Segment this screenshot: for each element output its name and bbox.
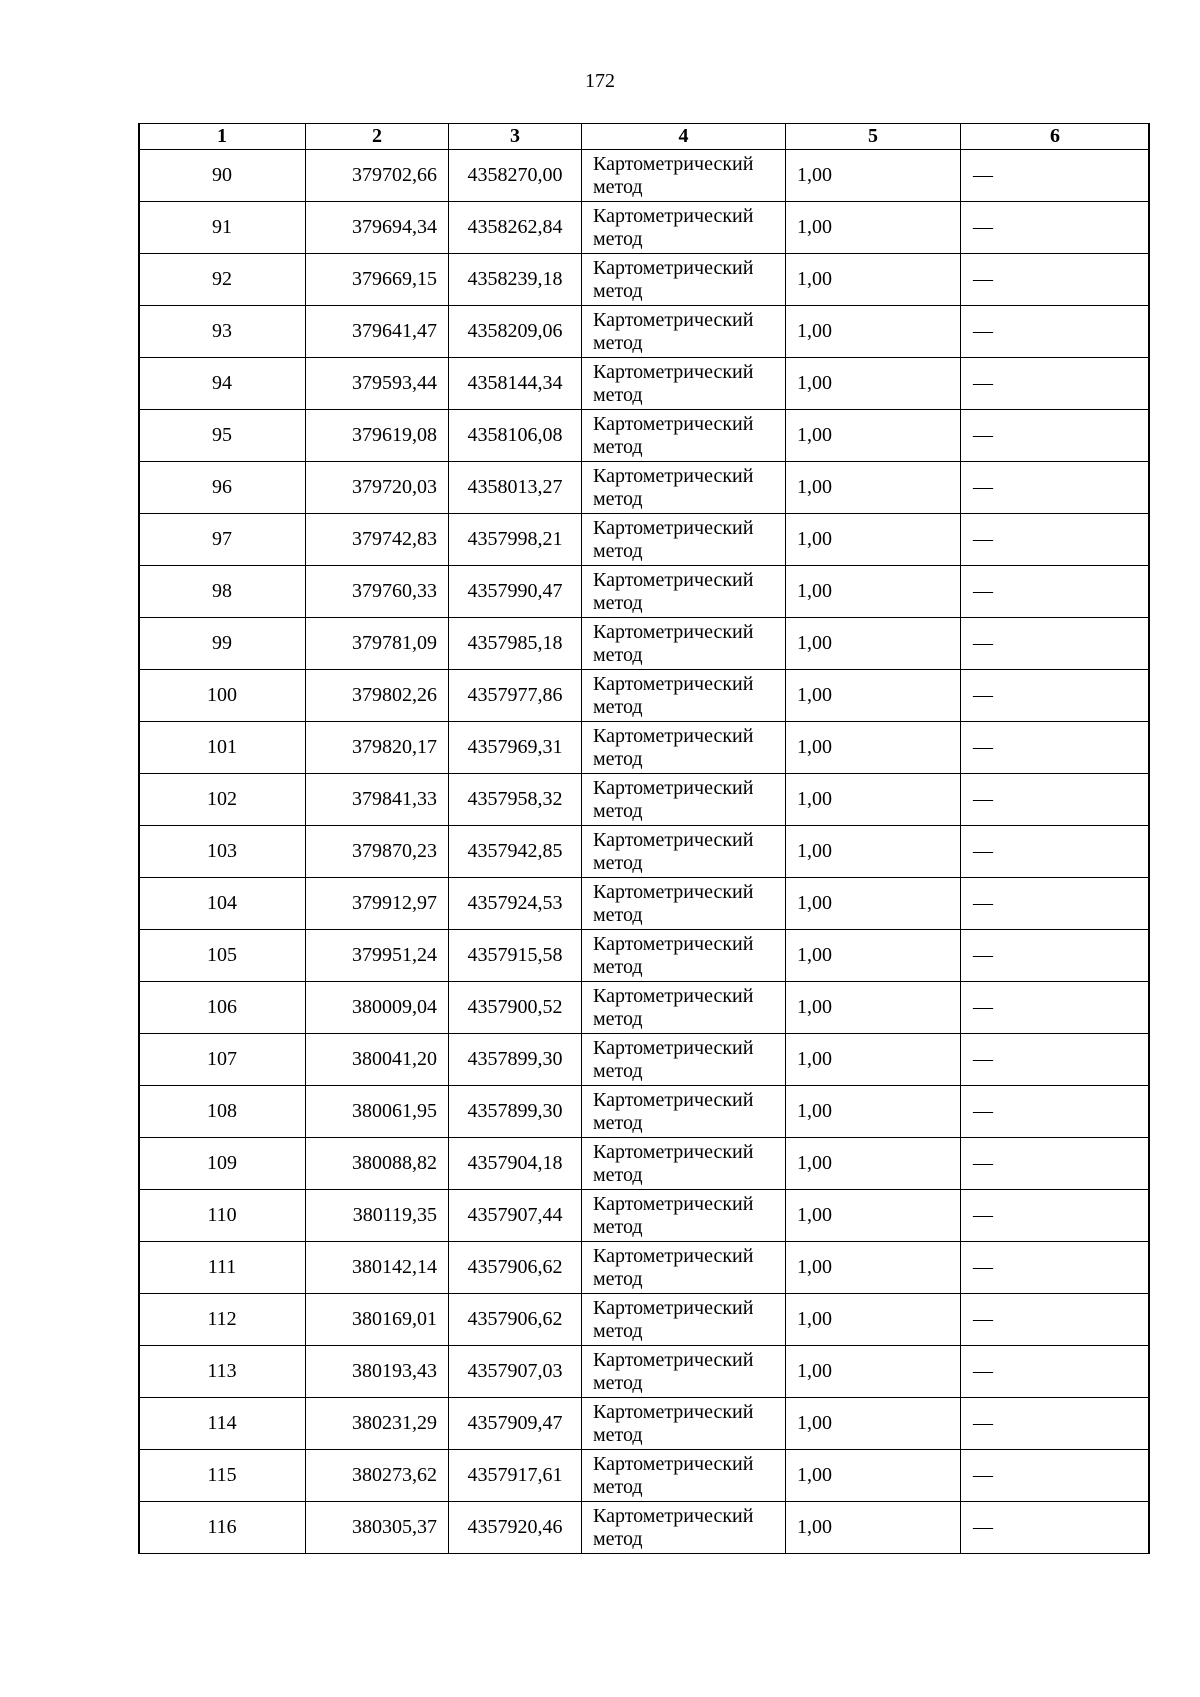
point-number-cell: 103 [139,826,306,878]
coordinate-x-cell: 379802,26 [306,670,449,722]
remarks-cell: — [961,514,1150,566]
remarks-cell: — [961,566,1150,618]
method-line-1: Картометрический [593,1088,754,1111]
coordinate-x-cell: 380193,43 [306,1346,449,1398]
point-number-cell: 97 [139,514,306,566]
coordinate-x-cell: 379820,17 [306,722,449,774]
column-header: 5 [786,124,961,150]
method-line-1: Картометрический [593,360,754,383]
precision-cell: 1,00 [786,670,961,722]
method-cell [582,774,786,826]
table-row [139,1138,1150,1190]
method-line-2: метод [593,1319,643,1342]
coordinate-y-cell: 4357958,32 [449,774,582,826]
remarks-cell: — [961,930,1150,982]
coordinate-y-cell: 4357915,58 [449,930,582,982]
method-line-1: Картометрический [593,1504,754,1527]
method-line-1: Картометрический [593,308,754,331]
remarks-cell: — [961,878,1150,930]
precision-cell: 1,00 [786,774,961,826]
coordinate-y-cell: 4357906,62 [449,1242,582,1294]
method-cell [582,202,786,254]
method-line-1: Картометрический [593,1192,754,1215]
remarks-cell: — [961,1138,1150,1190]
coordinate-y-cell: 4357909,47 [449,1398,582,1450]
point-number-cell: 104 [139,878,306,930]
precision-cell: 1,00 [786,1502,961,1554]
method-line-2: метод [593,955,643,978]
remarks-cell: — [961,254,1150,306]
precision-cell: 1,00 [786,514,961,566]
method-line-1: Картометрический [593,932,754,955]
coordinate-y-cell: 4358106,08 [449,410,582,462]
coordinate-x-cell: 379841,33 [306,774,449,826]
method-line-2: метод [593,695,643,718]
precision-cell: 1,00 [786,150,961,202]
table-row [139,150,1150,202]
method-line-1: Картометрический [593,1296,754,1319]
precision-cell: 1,00 [786,1190,961,1242]
table-row [139,618,1150,670]
method-line-1: Картометрический [593,1348,754,1371]
precision-cell: 1,00 [786,1398,961,1450]
remarks-cell: — [961,462,1150,514]
point-number-cell: 105 [139,930,306,982]
point-number-cell: 109 [139,1138,306,1190]
table-row [139,462,1150,514]
method-line-1: Картометрический [593,1400,754,1423]
method-line-2: метод [593,591,643,614]
point-number-cell: 90 [139,150,306,202]
column-header: 4 [582,124,786,150]
precision-cell: 1,00 [786,1034,961,1086]
method-line-1: Картометрический [593,1244,754,1267]
point-number-cell: 110 [139,1190,306,1242]
method-cell [582,1346,786,1398]
precision-cell: 1,00 [786,826,961,878]
method-line-2: метод [593,331,643,354]
point-number-cell: 99 [139,618,306,670]
method-cell [582,1294,786,1346]
point-number-cell: 100 [139,670,306,722]
remarks-cell: — [961,1346,1150,1398]
method-cell [582,514,786,566]
coordinate-x-cell: 380273,62 [306,1450,449,1502]
precision-cell: 1,00 [786,358,961,410]
coordinate-y-cell: 4358239,18 [449,254,582,306]
coordinate-y-cell: 4357990,47 [449,566,582,618]
coordinate-y-cell: 4357899,30 [449,1034,582,1086]
remarks-cell: — [961,774,1150,826]
precision-cell: 1,00 [786,410,961,462]
method-line-1: Картометрический [593,620,754,643]
method-line-2: метод [593,487,643,510]
table-row [139,202,1150,254]
point-number-cell: 114 [139,1398,306,1450]
point-number-cell: 102 [139,774,306,826]
coordinate-x-cell: 379720,03 [306,462,449,514]
method-line-2: метод [593,799,643,822]
table-row [139,254,1150,306]
point-number-cell: 115 [139,1450,306,1502]
coordinate-x-cell: 379669,15 [306,254,449,306]
coordinates-table [138,123,1150,1554]
coordinate-y-cell: 4357899,30 [449,1086,582,1138]
method-line-1: Картометрический [593,828,754,851]
point-number-cell: 113 [139,1346,306,1398]
remarks-cell: — [961,618,1150,670]
method-line-2: метод [593,1215,643,1238]
coordinate-y-cell: 4358144,34 [449,358,582,410]
remarks-cell: — [961,358,1150,410]
precision-cell: 1,00 [786,1294,961,1346]
method-cell [582,670,786,722]
method-line-2: метод [593,1475,643,1498]
table-row [139,982,1150,1034]
remarks-cell: — [961,410,1150,462]
coordinate-x-cell: 380061,95 [306,1086,449,1138]
method-cell [582,1450,786,1502]
method-cell [582,826,786,878]
method-cell [582,722,786,774]
table-row [139,1502,1150,1554]
precision-cell: 1,00 [786,462,961,514]
point-number-cell: 107 [139,1034,306,1086]
coordinate-y-cell: 4357907,03 [449,1346,582,1398]
method-line-1: Картометрический [593,724,754,747]
table-row [139,1398,1150,1450]
point-number-cell: 93 [139,306,306,358]
method-line-1: Картометрический [593,516,754,539]
point-number-cell: 98 [139,566,306,618]
point-number-cell: 92 [139,254,306,306]
method-line-2: метод [593,851,643,874]
table-row [139,826,1150,878]
point-number-cell: 111 [139,1242,306,1294]
method-cell [582,618,786,670]
method-line-2: метод [593,539,643,562]
method-line-2: метод [593,1059,643,1082]
coordinate-y-cell: 4357985,18 [449,618,582,670]
method-line-1: Картометрический [593,568,754,591]
method-cell [582,306,786,358]
precision-cell: 1,00 [786,1242,961,1294]
table-row [139,1034,1150,1086]
coordinate-y-cell: 4357907,44 [449,1190,582,1242]
coordinate-x-cell: 379781,09 [306,618,449,670]
table-header-row [139,124,1150,150]
coordinate-x-cell: 380041,20 [306,1034,449,1086]
coordinate-x-cell: 379694,34 [306,202,449,254]
method-line-2: метод [593,1423,643,1446]
table-row [139,878,1150,930]
remarks-cell: — [961,1294,1150,1346]
coordinate-y-cell: 4358262,84 [449,202,582,254]
table-row [139,670,1150,722]
method-cell [582,930,786,982]
method-line-1: Картометрический [593,1452,754,1475]
method-line-2: метод [593,435,643,458]
point-number-cell: 101 [139,722,306,774]
precision-cell: 1,00 [786,566,961,618]
remarks-cell: — [961,1450,1150,1502]
method-line-2: метод [593,1267,643,1290]
precision-cell: 1,00 [786,982,961,1034]
remarks-cell: — [961,1502,1150,1554]
point-number-cell: 108 [139,1086,306,1138]
coordinate-y-cell: 4358013,27 [449,462,582,514]
coordinate-y-cell: 4357969,31 [449,722,582,774]
coordinate-x-cell: 379870,23 [306,826,449,878]
coordinate-y-cell: 4357924,53 [449,878,582,930]
precision-cell: 1,00 [786,1346,961,1398]
method-line-1: Картометрический [593,152,754,175]
remarks-cell: — [961,670,1150,722]
coordinate-y-cell: 4357942,85 [449,826,582,878]
table-row [139,774,1150,826]
coordinate-x-cell: 380305,37 [306,1502,449,1554]
table-row [139,1294,1150,1346]
table-row [139,358,1150,410]
method-line-1: Картометрический [593,1140,754,1163]
method-cell [582,462,786,514]
coordinate-x-cell: 380142,14 [306,1242,449,1294]
method-line-2: метод [593,227,643,250]
method-line-2: метод [593,903,643,926]
table-row [139,1086,1150,1138]
table-row [139,1450,1150,1502]
coordinate-x-cell: 379641,47 [306,306,449,358]
precision-cell: 1,00 [786,1450,961,1502]
table-row [139,514,1150,566]
point-number-cell: 91 [139,202,306,254]
coordinate-x-cell: 379760,33 [306,566,449,618]
method-cell [582,1034,786,1086]
coordinate-x-cell: 379912,97 [306,878,449,930]
table-row [139,1346,1150,1398]
remarks-cell: — [961,1398,1150,1450]
method-line-1: Картометрический [593,464,754,487]
coordinate-y-cell: 4357917,61 [449,1450,582,1502]
method-cell [582,566,786,618]
coordinate-x-cell: 380231,29 [306,1398,449,1450]
method-cell [582,150,786,202]
precision-cell: 1,00 [786,1138,961,1190]
remarks-cell: — [961,1242,1150,1294]
precision-cell: 1,00 [786,1086,961,1138]
precision-cell: 1,00 [786,254,961,306]
coordinate-x-cell: 380009,04 [306,982,449,1034]
column-header: 3 [449,124,582,150]
point-number-cell: 112 [139,1294,306,1346]
method-cell [582,410,786,462]
method-line-1: Картометрический [593,984,754,1007]
precision-cell: 1,00 [786,930,961,982]
table-row [139,566,1150,618]
coordinate-x-cell: 379742,83 [306,514,449,566]
point-number-cell: 106 [139,982,306,1034]
column-header: 2 [306,124,449,150]
coordinate-y-cell: 4357977,86 [449,670,582,722]
coordinate-x-cell: 380119,35 [306,1190,449,1242]
coordinates-table-container [138,123,1150,1554]
method-line-1: Картометрический [593,204,754,227]
remarks-cell: — [961,722,1150,774]
method-cell [582,878,786,930]
method-cell [582,1138,786,1190]
table-row [139,1190,1150,1242]
precision-cell: 1,00 [786,878,961,930]
coordinate-y-cell: 4357904,18 [449,1138,582,1190]
precision-cell: 1,00 [786,722,961,774]
point-number-cell: 96 [139,462,306,514]
coordinate-y-cell: 4358209,06 [449,306,582,358]
remarks-cell: — [961,202,1150,254]
method-cell [582,254,786,306]
remarks-cell: — [961,306,1150,358]
method-line-2: метод [593,175,643,198]
coordinate-y-cell: 4358270,00 [449,150,582,202]
remarks-cell: — [961,1190,1150,1242]
method-line-1: Картометрический [593,672,754,695]
table-row [139,1242,1150,1294]
method-line-1: Картометрический [593,1036,754,1059]
remarks-cell: — [961,826,1150,878]
table-row [139,722,1150,774]
method-line-2: метод [593,383,643,406]
method-cell [582,1242,786,1294]
method-line-2: метод [593,279,643,302]
page-number: 172 [585,70,615,92]
method-line-2: метод [593,1007,643,1030]
table-row [139,410,1150,462]
column-header: 1 [139,124,306,150]
coordinate-x-cell: 379702,66 [306,150,449,202]
table-body [139,150,1150,1554]
coordinate-x-cell: 379593,44 [306,358,449,410]
table-row [139,930,1150,982]
point-number-cell: 116 [139,1502,306,1554]
coordinate-x-cell: 380088,82 [306,1138,449,1190]
precision-cell: 1,00 [786,618,961,670]
remarks-cell: — [961,150,1150,202]
coordinate-x-cell: 379619,08 [306,410,449,462]
coordinate-y-cell: 4357920,46 [449,1502,582,1554]
precision-cell: 1,00 [786,202,961,254]
method-cell [582,1502,786,1554]
method-line-2: метод [593,1111,643,1134]
method-cell [582,1086,786,1138]
point-number-cell: 94 [139,358,306,410]
coordinate-y-cell: 4357998,21 [449,514,582,566]
method-cell [582,1190,786,1242]
method-line-2: метод [593,747,643,770]
remarks-cell: — [961,1086,1150,1138]
coordinate-y-cell: 4357906,62 [449,1294,582,1346]
coordinate-x-cell: 380169,01 [306,1294,449,1346]
coordinate-y-cell: 4357900,52 [449,982,582,1034]
method-cell [582,982,786,1034]
method-line-1: Картометрический [593,880,754,903]
method-line-1: Картометрический [593,776,754,799]
remarks-cell: — [961,982,1150,1034]
method-line-1: Картометрический [593,412,754,435]
method-line-2: метод [593,1527,643,1550]
method-cell [582,1398,786,1450]
method-line-1: Картометрический [593,256,754,279]
point-number-cell: 95 [139,410,306,462]
method-line-2: метод [593,1163,643,1186]
method-line-2: метод [593,643,643,666]
remarks-cell: — [961,1034,1150,1086]
method-line-2: метод [593,1371,643,1394]
method-cell [582,358,786,410]
coordinate-x-cell: 379951,24 [306,930,449,982]
precision-cell: 1,00 [786,306,961,358]
column-header: 6 [961,124,1150,150]
table-row [139,306,1150,358]
